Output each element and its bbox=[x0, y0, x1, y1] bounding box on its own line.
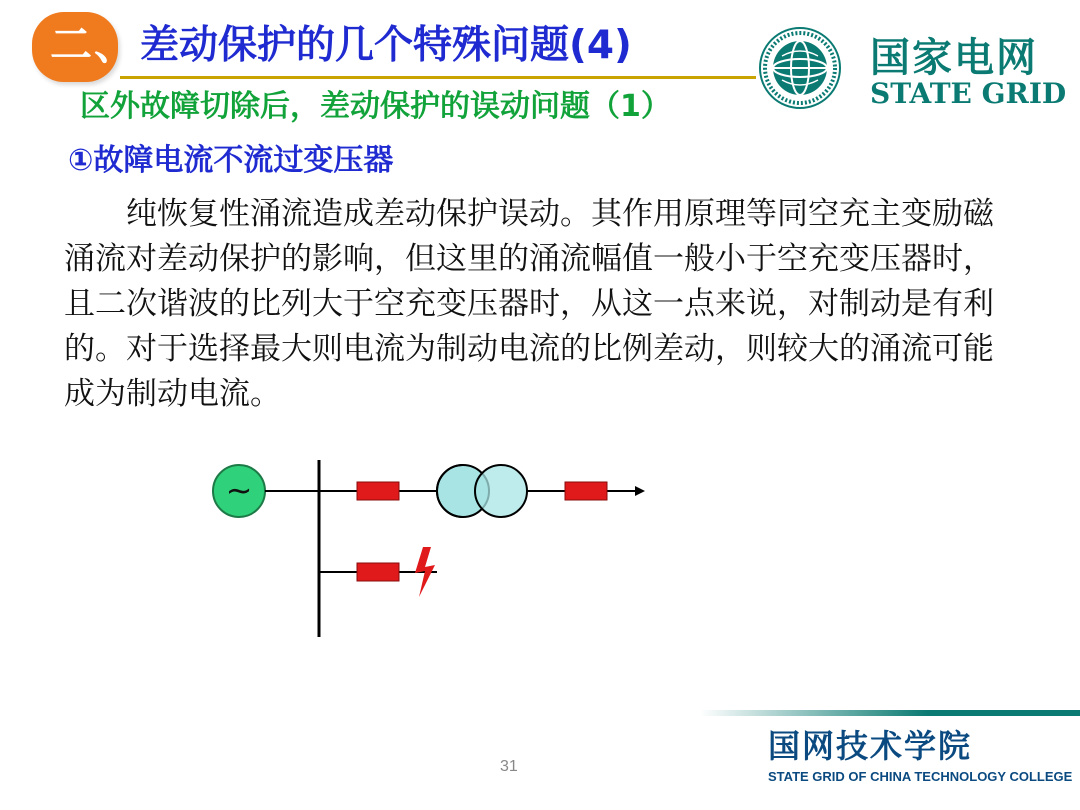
footer-divider bbox=[700, 710, 1080, 716]
page-number: 31 bbox=[500, 758, 518, 775]
slide-subtitle: 区外故障切除后，差动保护的误动问题（1） bbox=[80, 89, 671, 124]
section-heading: ①故障电流不流过变压器 bbox=[68, 143, 394, 178]
ac-source-icon bbox=[213, 465, 265, 517]
globe-emblem-icon bbox=[758, 26, 842, 110]
transformer-icon bbox=[437, 465, 527, 517]
logo-text-en: STATE GRID bbox=[870, 77, 1067, 110]
body-text: 纯恢复性涌流造成差动保护误动。其作用原理等同空充主变励磁涌流对差动保护的影响，但这里的涌流幅值一般小于空充变压器时，且二次谐波的比列大于空充变压器时，从这一点来说，对制动是有利的。对于选择最大则电流为制动电流的比例差动，则较大的涌流可能成为制动电流。 bbox=[64, 196, 994, 412]
logo-text-cn: 国家电网 bbox=[870, 35, 1038, 81]
arrow-icon bbox=[635, 486, 645, 496]
title-underline bbox=[120, 76, 756, 79]
section-number: 二、 bbox=[50, 20, 139, 69]
slide-title: 差动保护的几个特殊问题(4) bbox=[140, 23, 632, 68]
footer-college-cn: 国网技术学院 bbox=[768, 727, 973, 765]
ac-source-symbol: ~ bbox=[225, 471, 253, 509]
footer-college-en: STATE GRID OF CHINA TECHNOLOGY COLLEGE bbox=[768, 769, 1073, 784]
body-paragraph bbox=[64, 192, 1014, 417]
circuit-diagram bbox=[205, 455, 665, 645]
breaker-3 bbox=[357, 563, 399, 581]
breaker-1 bbox=[357, 482, 399, 500]
breaker-2 bbox=[565, 482, 607, 500]
